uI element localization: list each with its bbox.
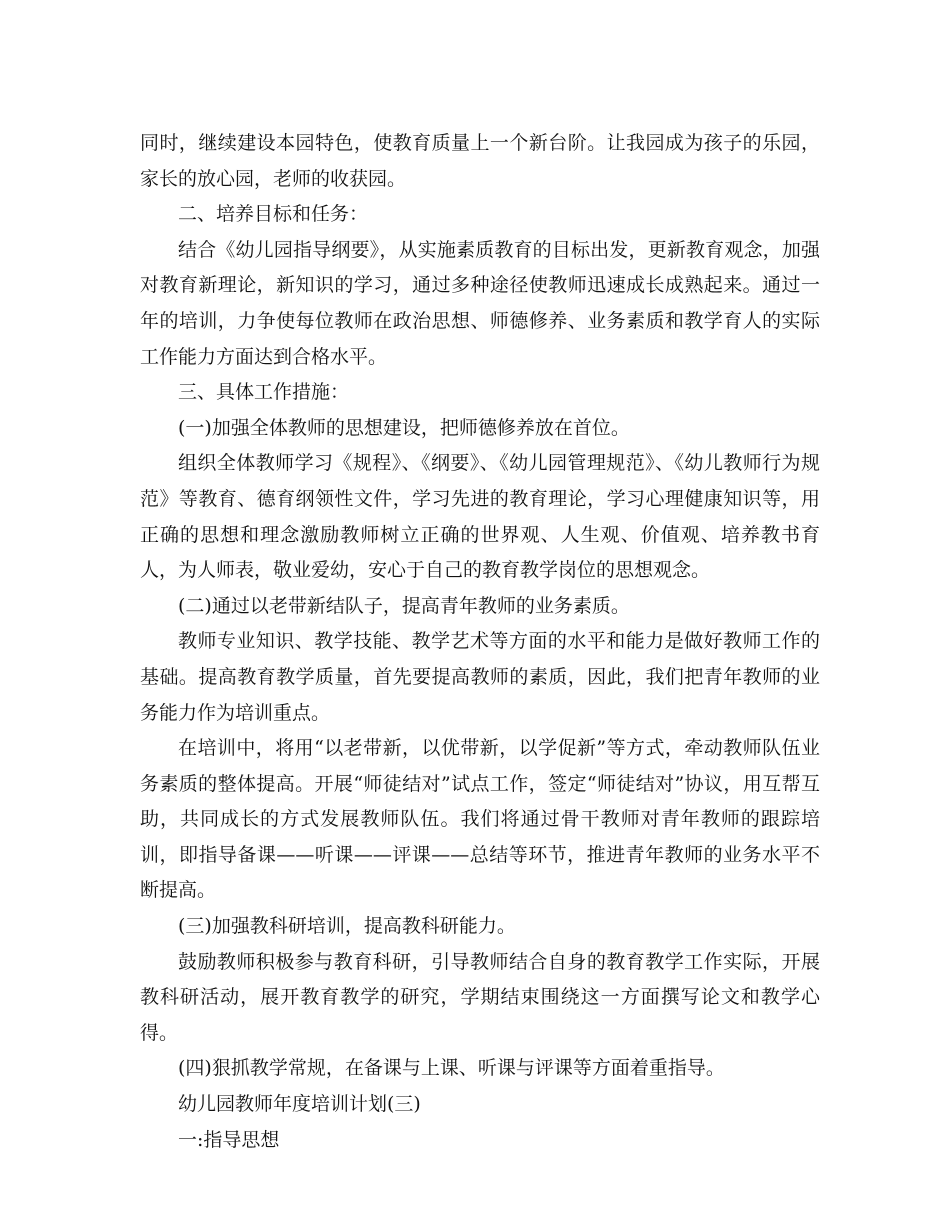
paragraph-continuation: 同时，继续建设本园特色，使教育质量上一个新台阶。让我园成为孩子的乐园，家长的放心园，老师的收获园。: [140, 132, 820, 190]
section-heading-goals: 二、培养目标和任务：: [178, 203, 369, 226]
paragraph-ethics: 组织全体教师学习《规程》、《纲要》、《幼儿园管理规范》、《幼儿教师行为规范》等教育、德育纲领性文件，学习先进的教育理论，学习心理健康知识等，用正确的思想和理念激励教师树立正确的世界观、人生观、价值观、培养教书育人，为人师表，敬业爱幼，安心于自己的教育教学岗位的思想观念。: [140, 452, 820, 582]
document-title-part-three: 幼儿园教师年度培训计划(三): [178, 1093, 421, 1116]
section-heading-guiding-thought: 一:指导思想: [178, 1128, 280, 1151]
subheading-routine: (四)狠抓教学常规，在备课与上课、听课与评课等方面着重指导。: [178, 1057, 725, 1080]
subheading-ethics: (一)加强全体教师的思想建设，把师德修养放在首位。: [178, 416, 630, 439]
paragraph-mentoring: 在培训中，将用“以老带新，以优带新，以学促新”等方式，牵动教师队伍业务素质的整体提高。开展“师徒结对”试点工作，签定“师徒结对”协议，用互帮互助，共同成长的方式发展教师队伍。我们将通过骨干教师对青年教师的跟踪培训，即指导备课——听课——评课——总结等环节，推进青年教师的业务水平不断提高。: [140, 737, 820, 902]
paragraph-goals: 结合《幼儿园指导纲要》，从实施素质教育的目标出发，更新教育观念，加强对教育新理论，新知识的学习，通过多种途径使教师迅速成长成熟起来。通过一年的培训，力争使每位教师在政治思想、师德修养、业务素质和教学育人的实际工作能力方面达到合格水平。: [140, 238, 820, 368]
paragraph-research: 鼓励教师积极参与教育科研，引导教师结合自身的教育教学工作实际，开展教科研活动，展开教育教学的研究，学期结束围绕这一方面撰写论文和教学心得。: [140, 950, 820, 1044]
section-heading-measures: 三、具体工作措施：: [178, 381, 350, 404]
document-page: [140, 126, 820, 1158]
paragraph-skills: 教师专业知识、教学技能、教学艺术等方面的水平和能力是做好教师工作的基础。提高教育教学质量，首先要提高教师的素质，因此，我们把青年教师的业务能力作为培训重点。: [140, 630, 820, 724]
subheading-research: (三)加强教科研培训，提高教科研能力。: [178, 915, 516, 938]
subheading-mentoring: (二)通过以老带新结队子，提高青年教师的业务素质。: [178, 594, 630, 617]
